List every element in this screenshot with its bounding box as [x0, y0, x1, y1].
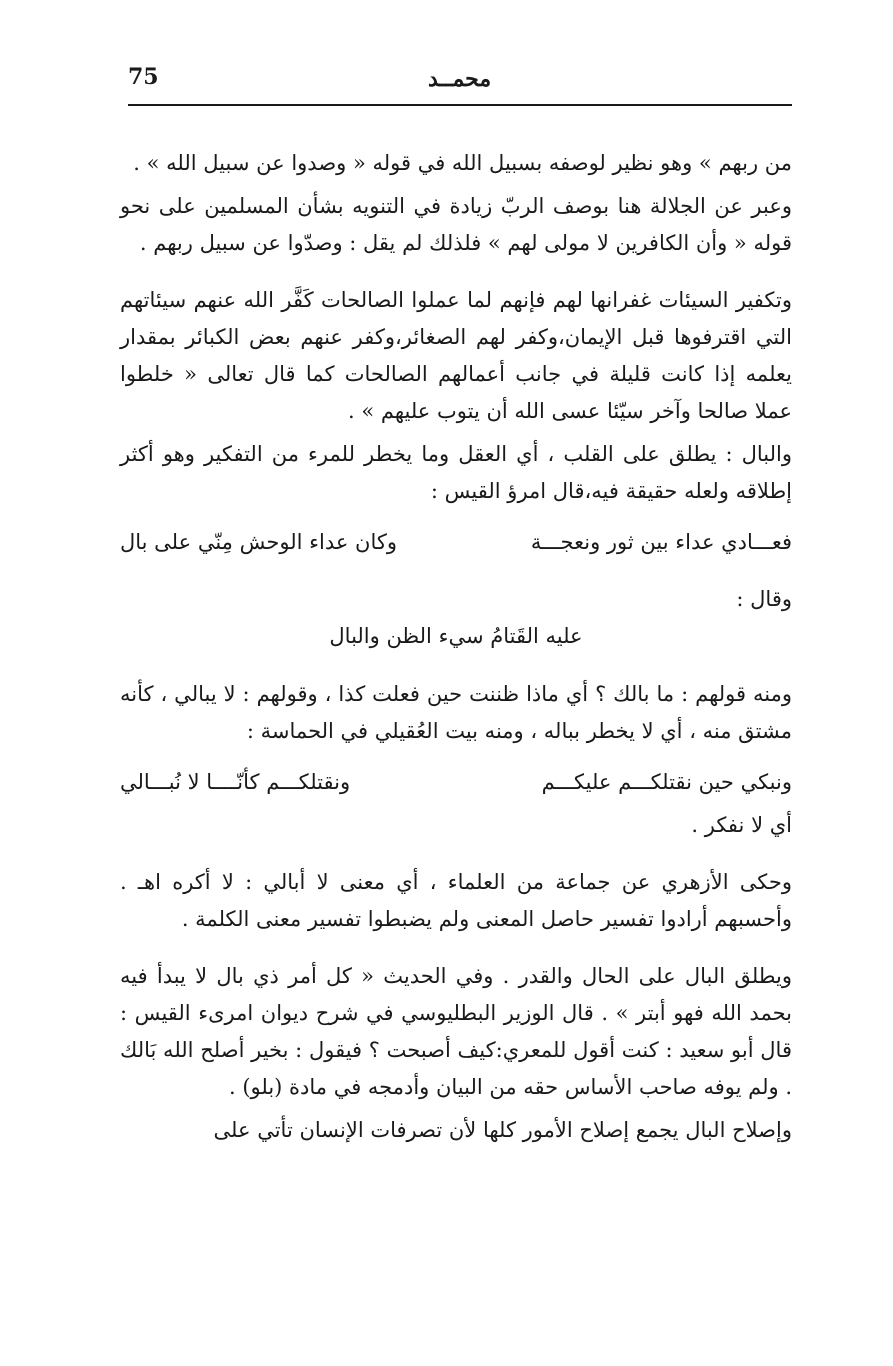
poem-verse-3 — [120, 764, 792, 801]
paragraph-9: ويطلق البال على الحال والقدر . وفي الحديث « كل أمر ذي بال لا يبدأ فيه بحمد الله فهو أبتر » . قال الوزير البطليوسي في شرح ديوان امرىء القيس : قال أبو سعيد : كنت أقول للمعري:كيف أصبحت ؟ فيقول : بخير أصلح الله بَالك . ولم يوفه صاحب الأساس حقه من البيان وأدمجه في مادة (بلو) . — [120, 964, 792, 1099]
paragraph-1: من ربهم » وهو نظير لوصفه بسبيل الله في قوله « وصدوا عن سبيل الله » . — [133, 151, 792, 175]
page-header — [128, 60, 788, 100]
paragraph-6: ومنه قولهم : ما بالك ؟ أي ماذا ظننت حين فعلت كذا ، وقولهم : لا يبالي ، كأنه مشتق منه ، أي لا يخطر بباله ، ومنه بيت العُقيلي في الحماسة : — [120, 682, 792, 743]
verse-1-first-hemistich: فعـــادي عداء بين ثور ونعجـــة — [530, 530, 792, 554]
poem-verse-1 — [120, 524, 792, 561]
verse-3-first-hemistich: ونبكي حين نقتلكـــم عليكـــم — [541, 770, 792, 794]
paragraph-8: وحكى الأزهري عن جماعة من العلماء ، أي معنى لا أبالي : لا أكره اهـ . وأحسبهم أرادوا تفسير حاصل المعنى ولم يضبطوا تفسير معنى الكلمة . — [120, 870, 792, 931]
paragraph-2: وعبر عن الجلالة هنا بوصف الربّ زيادة في التنويه بشأن المسلمين على نحو قوله « وأن الكافرين لا مولى لهم » فلذلك لم يقل : وصدّوا عن سبيل ربهم . — [120, 194, 792, 255]
header-rule — [128, 104, 792, 106]
paragraph-5: وقال : — [736, 587, 792, 611]
page-number: 75 — [128, 64, 159, 90]
verse-3-second-hemistich: ونقتلكـــم كأنّــــا لا نُبـــالي — [120, 770, 351, 794]
paragraph-7: أي لا نفكر . — [691, 813, 792, 837]
verse-1-second-hemistich: وكان عداء الوحش مِنّي على بال — [120, 530, 398, 554]
page-body — [120, 145, 792, 1149]
paragraph-4: والبال : يطلق على القلب ، أي العقل وما يخطر للمرء من التفكير وهو أكثر إطلاقه ولعله حقيقة فيه،قال امرؤ القيس : — [120, 442, 792, 503]
paragraph-3: وتكفير السيئات غفرانها لهم فإنهم لما عملوا الصالحات كَفَّر الله عنهم سيئاتهم التي اقترفوها قبل الإيمان،وكفر لهم الصغائر،وكفر عنهم بعض الكبائر بمقدار يعلمه إذا كانت قليلة في جانب أعمالهم الصالحات كما قال تعالى « خلطوا عملا صالحا وآخر سيّئا عسى الله أن يتوب عليهم » . — [120, 288, 792, 423]
paragraph-10: وإصلاح البال يجمع إصلاح الأمور كلها لأن تصرفات الإنسان تأتي على — [213, 1118, 792, 1142]
poem-verse-2: عليه القَتامُ سيء الظن والبال — [329, 624, 583, 648]
chapter-title: محمــد — [428, 66, 492, 92]
